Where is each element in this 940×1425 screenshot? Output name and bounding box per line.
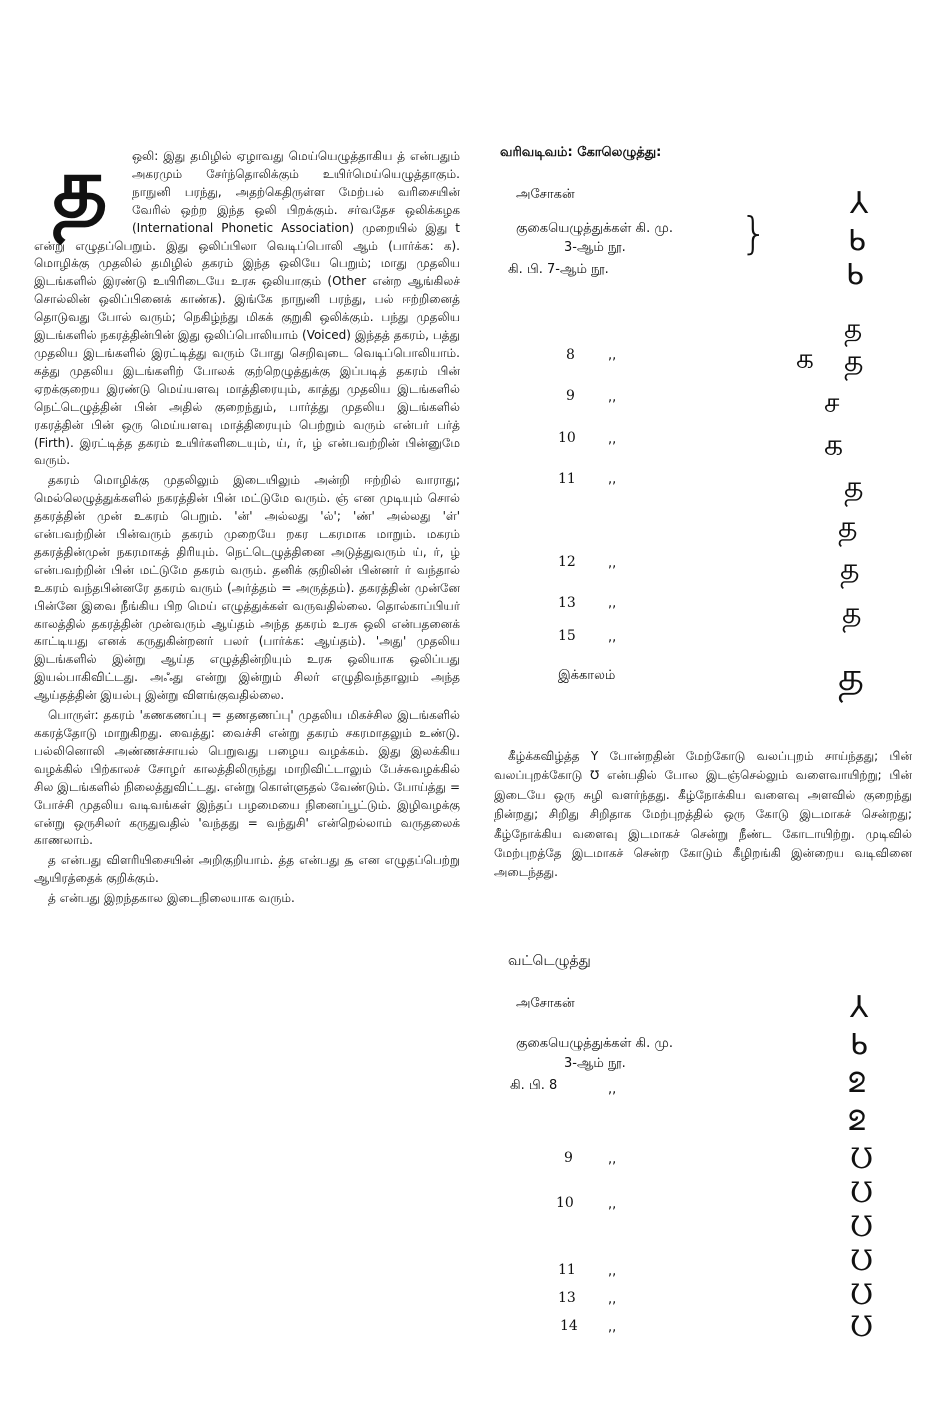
glyph-kol-cave: ᑲ bbox=[848, 224, 866, 257]
ditto-mark: ,, bbox=[608, 1292, 617, 1307]
glyph-kol-11-b: த bbox=[838, 510, 858, 545]
glyph-kol-modern: த bbox=[838, 654, 865, 700]
ditto-mark: ,, bbox=[608, 1082, 617, 1097]
row-label-ashoka: அசோகன் bbox=[516, 996, 575, 1011]
row-label-cave: குகையெழுத்துக்கள் கி. மு. bbox=[516, 221, 673, 236]
century-12: 12 bbox=[558, 554, 576, 570]
glyph-vattu-9: Ʊ bbox=[850, 1142, 874, 1175]
century-11: 11 bbox=[558, 471, 576, 487]
century-10: 10 bbox=[556, 1195, 574, 1211]
paragraph-music-number: த என்பது விளரியிசையின் அறிகுறியாம். த்த என்பது ௲ என எழுதப்பெற்று ஆயிரத்தைக் குறிக்கும். bbox=[34, 853, 460, 886]
brace-mark: } bbox=[740, 208, 768, 259]
main-text-column bbox=[34, 137, 460, 910]
century-8: 8 bbox=[566, 347, 575, 363]
ditto-mark: ,, bbox=[608, 1152, 617, 1167]
glyph-vattu-8: ᘖ bbox=[848, 1066, 867, 1099]
ditto-mark: ,, bbox=[608, 1197, 617, 1212]
glyph-vattu-10-b: Ʊ bbox=[850, 1210, 874, 1243]
evolution-description: கீழ்க்கவிழ்த்த Y போன்றதின் மேற்கோடு வலப்புறம் சாய்ந்தது; பின் வலப்புறக்கோடு ℧ என்பதில் போல இடஞ்செல்லும் வளைவாயிற்று; பின் இடையே ஒரு சுழி வளர்ந்தது. கீழ்நோக்கிய வளைவு அளவில் குறைந்து நின்றது; சிறிது சிறிதாக மேற்புறத்தில் ஒரு கோடு இடமாகச் சென்றது; கீழ்நோக்கிய வளைவு இடமாகச் சென்று நீண்ட கோடாயிற்று. முடிவில் மேற்புறத்தே இடமாகச் சென்ற கோடும் கீழிறங்கி இன்றைய வடிவினை அடைந்தது. bbox=[494, 749, 912, 880]
glyph-vattu-11: Ʊ bbox=[850, 1244, 874, 1277]
ditto-mark: ,, bbox=[608, 1264, 617, 1279]
ditto-mark: ,, bbox=[608, 348, 617, 363]
glyph-kol-ashoka: ⅄ bbox=[850, 186, 869, 221]
glyph-kol-7th-b: த bbox=[844, 312, 863, 345]
century-10: 10 bbox=[558, 430, 576, 446]
drop-cap-letter: த bbox=[52, 137, 108, 236]
century-9: 9 bbox=[564, 1150, 573, 1166]
row-label-ce8: கி. பி. 8 bbox=[510, 1078, 558, 1093]
century-11: 11 bbox=[558, 1262, 576, 1278]
glyph-vattu-8-b: ᘖ bbox=[848, 1104, 867, 1137]
ditto-mark: ,, bbox=[608, 556, 617, 571]
ditto-mark: ,, bbox=[608, 1320, 617, 1335]
glyph-kol-8-a: க bbox=[796, 342, 814, 375]
glyph-vattu-10: Ʊ bbox=[850, 1176, 874, 1209]
row-label-cave-century: 3-ஆம் நூ. bbox=[564, 240, 626, 255]
glyph-vattu-13: Ʊ bbox=[850, 1278, 874, 1311]
century-15: 15 bbox=[558, 628, 576, 644]
ditto-mark: ,, bbox=[608, 432, 617, 447]
glyph-kol-11: த bbox=[844, 470, 864, 505]
glyph-kol-12: த bbox=[840, 552, 860, 587]
section-heading-kolezhuttu: வரிவடிவம்: கோலெழுத்து: bbox=[500, 145, 662, 160]
ditto-mark: ,, bbox=[608, 630, 617, 645]
ditto-mark: ,, bbox=[608, 596, 617, 611]
paragraph-meaning: பொருள்: தகரம் 'கணகணப்பு = தணதணப்பு' முதலிய மிகச்சில இடங்களில் ககரத்தோடு மாறுகிறது. வைத்து: வைச்சி என்று தகரம் சகரமாதலும் உண்டு. பல்லினொலி அண்ணச்சாயல் பெறுவது பழைய வழக்கம். இது இலக்கிய வழக்கில் பிற்காலச் சோழர் காலத்திலிருந்து மாறிவிட்டாலும் பேச்சுவழக்கில் சில இடங்களில் நிலைத்துவிட்டது. என்று கொள்ளுதல் வேண்டும். போய்த்து = போச்சி முதலிய வடிவங்கள் இந்தப் பழமையை நினைப்பூட்டும். இழிவழக்கு என்று ஒருசிலர் கருதுவதில் 'வந்தது = வந்துசி' என்றெல்லாம் வருதலைக் காணலாம். bbox=[34, 708, 460, 848]
paragraph-distribution: தகரம் மொழிக்கு முதலிலும் இடையிலும் அன்றி ஈற்றில் வாராது; மெல்லெழுத்துக்களில் நகரத்தின் பின் மட்டுமே வரும். ஞ் என முடியும் சொல் தகரத்தின் முன் உகரம் பெறும். 'ன்' அல்லது 'ல்'; 'ண்' அல்லது 'ள்' என்பவற்றின் பின்வரும் தகரம் முறையே றகர டகரமாக மாறும். மகரம் தகரத்தின்முன் நகரமாகத் திரியும். நெட்டெழுத்தினை அடுத்துவரும் ய், ர், ழ் என்பவற்றின் பின் மட்டுமே தகரம் வரும். தனிக் குறிலின் பின்னர் ர் வந்தால் உகரம் வந்தபின்னரே தகரம் வரும் (அர்த்தம் = அருத்தம்). தகரத்தின் முன்னே பின்னே இவை நீங்கிய பிற மெய் எழுத்துக்கள் வருவதில்லை. தொல்காப்பியர் காலத்தில் தகரத்தின் முன்வரும் ஆய்தம் அந்த தகரம் உரசு ஒலி என்பதனைக் காட்டியது எனக் கருதுகின்றனர் பலர் (பார்க்க: ஆய்தம்). 'அது' முதலிய இடங்களில் இன்று ஆய்த எழுத்தின்றியும் உரசு ஒலியாக ஒலிப்பது இயல்பாகிவிட்டது. அஃது என்று இன்றும் சிலர் எழுதிவந்தாலும் அந்த ஆய்தத்தின் இயல்பு இன்று விளங்குவதில்லை. bbox=[34, 473, 460, 703]
century-14: 14 bbox=[560, 1318, 578, 1334]
glyph-kol-7th: ᑲ bbox=[846, 258, 864, 291]
row-label-cave: குகையெழுத்துக்கள் கி. மு. bbox=[516, 1036, 673, 1051]
section-heading-vattezhuttu: வட்டெழுத்து bbox=[508, 953, 591, 969]
glyph-vattu-14: Ʊ bbox=[850, 1310, 874, 1343]
glyph-kol-10: க bbox=[824, 428, 844, 463]
row-label-ce7: கி. பி. 7-ஆம் நூ. bbox=[508, 262, 609, 277]
paragraph-tense-marker: த் என்பது இறந்தகால இடைநிலையாக வரும். bbox=[48, 891, 295, 906]
glyph-vattu-cave: ᑲ bbox=[850, 1028, 868, 1061]
row-label-ashoka: அசோகன் bbox=[516, 187, 575, 202]
row-label-cave-century: 3-ஆம் நூ. bbox=[564, 1056, 626, 1071]
ditto-mark: ,, bbox=[608, 472, 617, 487]
paragraph-phonetics: ஒலி: இது தமிழில் ஏழாவது மெய்யெழுத்தாகிய த் என்பதும் அகரமும் சேர்ந்தொலிக்கும் உயிர்மெய்யெழுத்தாகும். நாநுனி பரந்து, அதற்கெதிருள்ள மேற்பல் வரிசையின் வேரில் ஒற்ற இந்த ஒலி பிறக்கும். சர்வதேச ஒலிக்கழக (International Phonetic Association) முறையில் இது t என்று எழுதப்பெறும். இது ஒலிப்பிலா வெடிப்பொலி ஆம் (பார்க்க: க). மொழிக்கு முதலில் தமிழில் தகரம் இந்த ஒலியே பெறும்; மாது முதலிய இடங்களில் இரண்டு உயிரிடையே உரசு ஒலியாகும் (Other என்ற ஆங்கிலச் சொல்லின் ஒலிப்பினைக் காண்க). இங்கே நாநுனி பரந்து, பல் ஈற்றினைத் தொடுவது போல் வரும்; நெகிழ்ந்து மிகக் குறுகி ஒலிக்கும். பந்து முதலிய இடங்களில் நகரத்தின்பின் இது ஒலிப்பொலியாம் (Voiced) இந்தத் தகரம், பத்து முதலிய இடங்களில் இரட்டித்து வரும் போது செறிவுடை வெடிப்பொலியாம். கத்து முதலிய இடங்களிற் போலக் குற்றெழுத்துக்கு இப்படித் தகரம் பின் ஏறக்குறைய இரண்டு மெய்யளவு மாத்திரையும், காத்து முதலிய இடங்களில் நெட்டெழுத்தின் பின் அதில் குறைந்தும், பார்த்து முதலிய இடங்களில் ரகரத்தின் பின் ஒரு மெய்யளவு மாத்திரையும் பெற்றும் வரும் என்பர் பர்த் (Firth). இரட்டித்த தகரம் உயிர்களிடையும், ய், ர், ழ் என்பவற்றின் பின்னுமே வரும். bbox=[34, 149, 460, 468]
script-history-column bbox=[478, 0, 918, 1425]
glyph-kol-9-a: ச bbox=[824, 386, 840, 419]
century-13: 13 bbox=[558, 595, 576, 611]
century-13: 13 bbox=[558, 1290, 576, 1306]
glyph-kol-13: த bbox=[842, 596, 862, 631]
century-9: 9 bbox=[566, 388, 575, 404]
ditto-mark: ,, bbox=[608, 390, 617, 405]
glyph-vattu-ashoka: ⅄ bbox=[850, 990, 869, 1025]
glyph-kol-8: த bbox=[844, 344, 864, 379]
row-label-modern: இக்காலம் bbox=[558, 668, 616, 683]
